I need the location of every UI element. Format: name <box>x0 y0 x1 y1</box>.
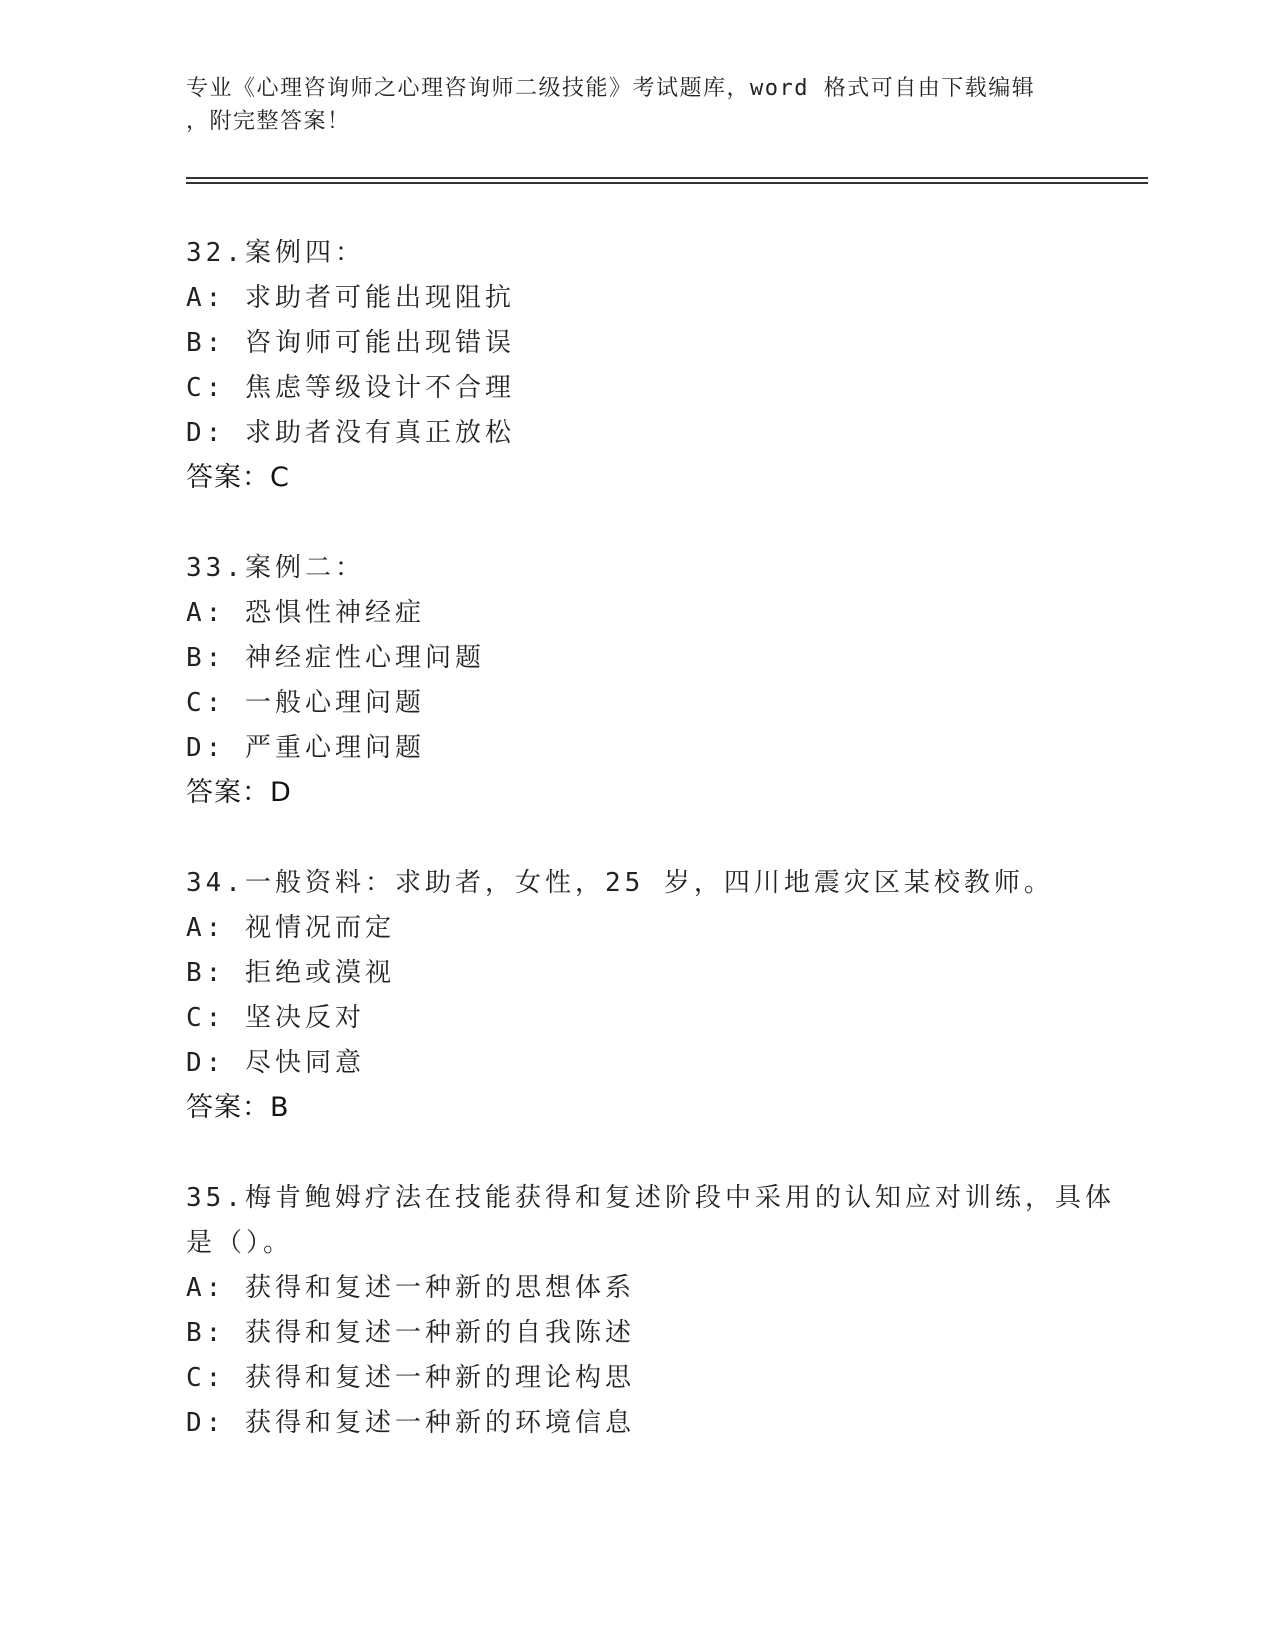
question-stem: 32.案例四： <box>186 238 365 268</box>
question-stem-continued: 是（）。 <box>186 1228 294 1258</box>
question-option: C: 焦虑等级设计不合理 <box>186 373 515 403</box>
question-answer: 答案：B <box>186 1092 290 1123</box>
header-text-line-2: ，附完整答案！ <box>186 109 351 134</box>
question-option: D: 获得和复述一种新的环境信息 <box>186 1408 635 1438</box>
question-option: D: 求助者没有真正放松 <box>186 418 515 448</box>
question-stem: 35.梅肯鲍姆疗法在技能获得和复述阶段中采用的认知应对训练，具体 <box>186 1183 1115 1213</box>
question-option: B: 神经症性心理问题 <box>186 643 485 673</box>
question-option: C: 坚决反对 <box>186 1003 365 1033</box>
question-option: C: 一般心理问题 <box>186 688 425 718</box>
question-option: D: 尽快同意 <box>186 1048 365 1078</box>
question-option: D: 严重心理问题 <box>186 733 425 763</box>
question-answer: 答案：C <box>186 462 290 493</box>
question-option: A: 视情况而定 <box>186 913 395 943</box>
question-option: A: 求助者可能出现阻抗 <box>186 283 515 313</box>
header-divider-bottom <box>186 182 1148 184</box>
document-header <box>186 72 1066 138</box>
question-stem: 34.一般资料：求助者，女性，25 岁，四川地震灾区某校教师。 <box>186 868 1054 898</box>
question-option: B: 获得和复述一种新的自我陈述 <box>186 1318 635 1348</box>
question-option: A: 获得和复述一种新的思想体系 <box>186 1273 635 1303</box>
question-option: B: 咨询师可能出现错误 <box>186 328 515 358</box>
question-option: B: 拒绝或漠视 <box>186 958 395 988</box>
question-option: A: 恐惧性神经症 <box>186 598 425 628</box>
header-text-line-1: 专业《心理咨询师之心理咨询师二级技能》考试题库，word 格式可自由下载编辑 <box>186 76 1036 101</box>
question-answer: 答案：D <box>186 777 292 808</box>
header-divider-top <box>186 177 1148 179</box>
question-stem: 33.案例二： <box>186 553 365 583</box>
question-option: C: 获得和复述一种新的理论构思 <box>186 1363 635 1393</box>
